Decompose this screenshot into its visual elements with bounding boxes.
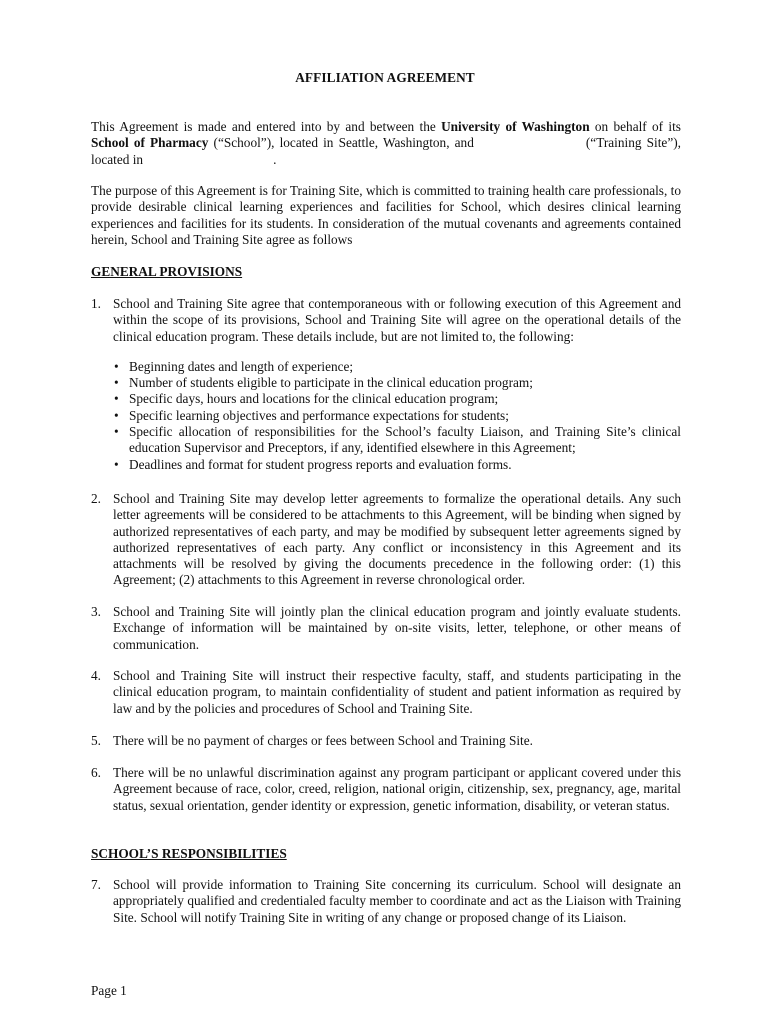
provision-item [91,491,681,589]
provision-number: 3. [91,604,101,619]
provision-number: 7. [91,877,101,892]
university-name: University of Washington [441,119,590,134]
purpose-paragraph: The purpose of this Agreement is for Training Site, which is committed to training health care professionals, to provide desirable clinical learning experiences and facilities for School, which desires clinical learning experiences and facilities for its students. In consideration of the mutual covenants and agreements contained herein, School and Training Site agree as follows [91,183,681,247]
bullet-icon: • [114,407,119,423]
provision-text: There will be no unlawful discrimination against any program participant or applicant covered under this Agreement because of race, color, creed, religion, national origin, citizenship, sex, pregnancy, age, marital status, sexual orientation, gender identity or expression, genetic information, disability, or veteran status. [113,765,681,813]
provision-number: 2. [91,491,101,506]
provision-number: 6. [91,765,101,780]
bullet-icon: • [114,456,119,472]
intro-text-1: This Agreement is made and entered into by and between the [91,119,442,134]
bullet-icon: • [114,375,119,391]
general-provisions-list-cont [91,765,681,814]
intro-text-5: . [273,151,277,167]
general-provisions-list-cont [91,604,681,653]
list-item: • Specific days, hours and locations for the clinical education program; [114,391,499,407]
school-responsibilities-list [91,877,681,926]
general-provisions-list-cont [91,491,681,589]
provision-number: 4. [91,668,101,683]
bullet-icon: • [114,424,119,440]
provision-item [91,765,681,814]
provision-text: School and Training Site agree that contemporaneous with or following execution of this Agreement and within the scope of its provisions, School and Training Site will agree on the operational details of the clinical education program. These details include, but are not limited to, the following: [113,296,681,344]
school-responsibilities-heading: SCHOOL’S RESPONSIBILITIES [91,846,287,861]
general-provisions-list-cont [91,733,681,749]
general-provisions-heading: GENERAL PROVISIONS [91,264,243,279]
page-number: Page 1 [91,983,127,998]
provision-item [91,877,681,926]
school-name: School of Pharmacy [91,135,209,151]
provision-item [91,733,681,749]
bullet-icon: • [114,358,119,374]
list-item: • Beginning dates and length of experience; [114,358,354,374]
provision-text: There will be no payment of charges or fees between School and Training Site. [113,733,533,748]
bullet-icon: • [114,391,119,407]
operational-details-list [113,359,681,473]
provision-item [91,668,681,717]
provision-item [91,604,681,653]
provision-text: School will provide information to Training Site concerning its curriculum. School will designate an appropriately qualified and credentialed faculty member to coordinate and act as the Liaison with Training Site. School will notify Training Site in writing of any change or proposed change of its Liaison. [113,877,681,925]
general-provisions-list [91,296,681,473]
provision-text: School and Training Site may develop letter agreements to formalize the operational details. Any such letter agreements will be considered to be attachments to this Agreement, will be binding when signed by authorized representatives of each party, and may be modified by subsequent letter agreements signed by authorized representatives of each party. Any conflict or inconsistency in this Agreement and its attachments will be resolved by giving the documents precedence in the following order: (1) this Agreement; (2) attachments to this Agreement in reverse chronological order. [113,491,681,588]
general-provisions-list-cont [91,668,681,717]
provision-number: 5. [91,733,101,748]
document-title: AFFILIATION AGREEMENT [295,70,475,85]
provision-number: 1. [91,296,101,311]
list-item: • Specific learning objectives and performance expectations for students; [114,407,509,423]
list-item: • Deadlines and format for student progress reports and evaluation forms. [114,456,512,472]
provision-item [91,296,681,473]
intro-text-2: on behalf of its [589,119,681,134]
list-item: • Number of students eligible to participate in the clinical education program; [114,375,533,391]
list-item: • Specific allocation of responsibilities for the School’s faculty Liaison, and Training Site’s clinical education Supervisor and Preceptors, if any, identified elsewhere in this Agreement; [114,424,681,456]
provision-text: School and Training Site will jointly plan the clinical education program and jointly evaluate students. Exchange of information will be maintained by on-site visits, letter, telephone, or other means of communication. [113,604,681,652]
intro-text-4: (“Training Site”), located in [91,135,681,167]
provision-text: School and Training Site will instruct their respective faculty, staff, and students participating in the clinical education program, to maintain confidentiality of student and patient information as required by law and by the policies and procedures of School and Training Site. [113,668,681,716]
intro-text-3: (“School”), located in Seattle, Washington, and [208,135,474,151]
intro-paragraph [91,119,681,168]
